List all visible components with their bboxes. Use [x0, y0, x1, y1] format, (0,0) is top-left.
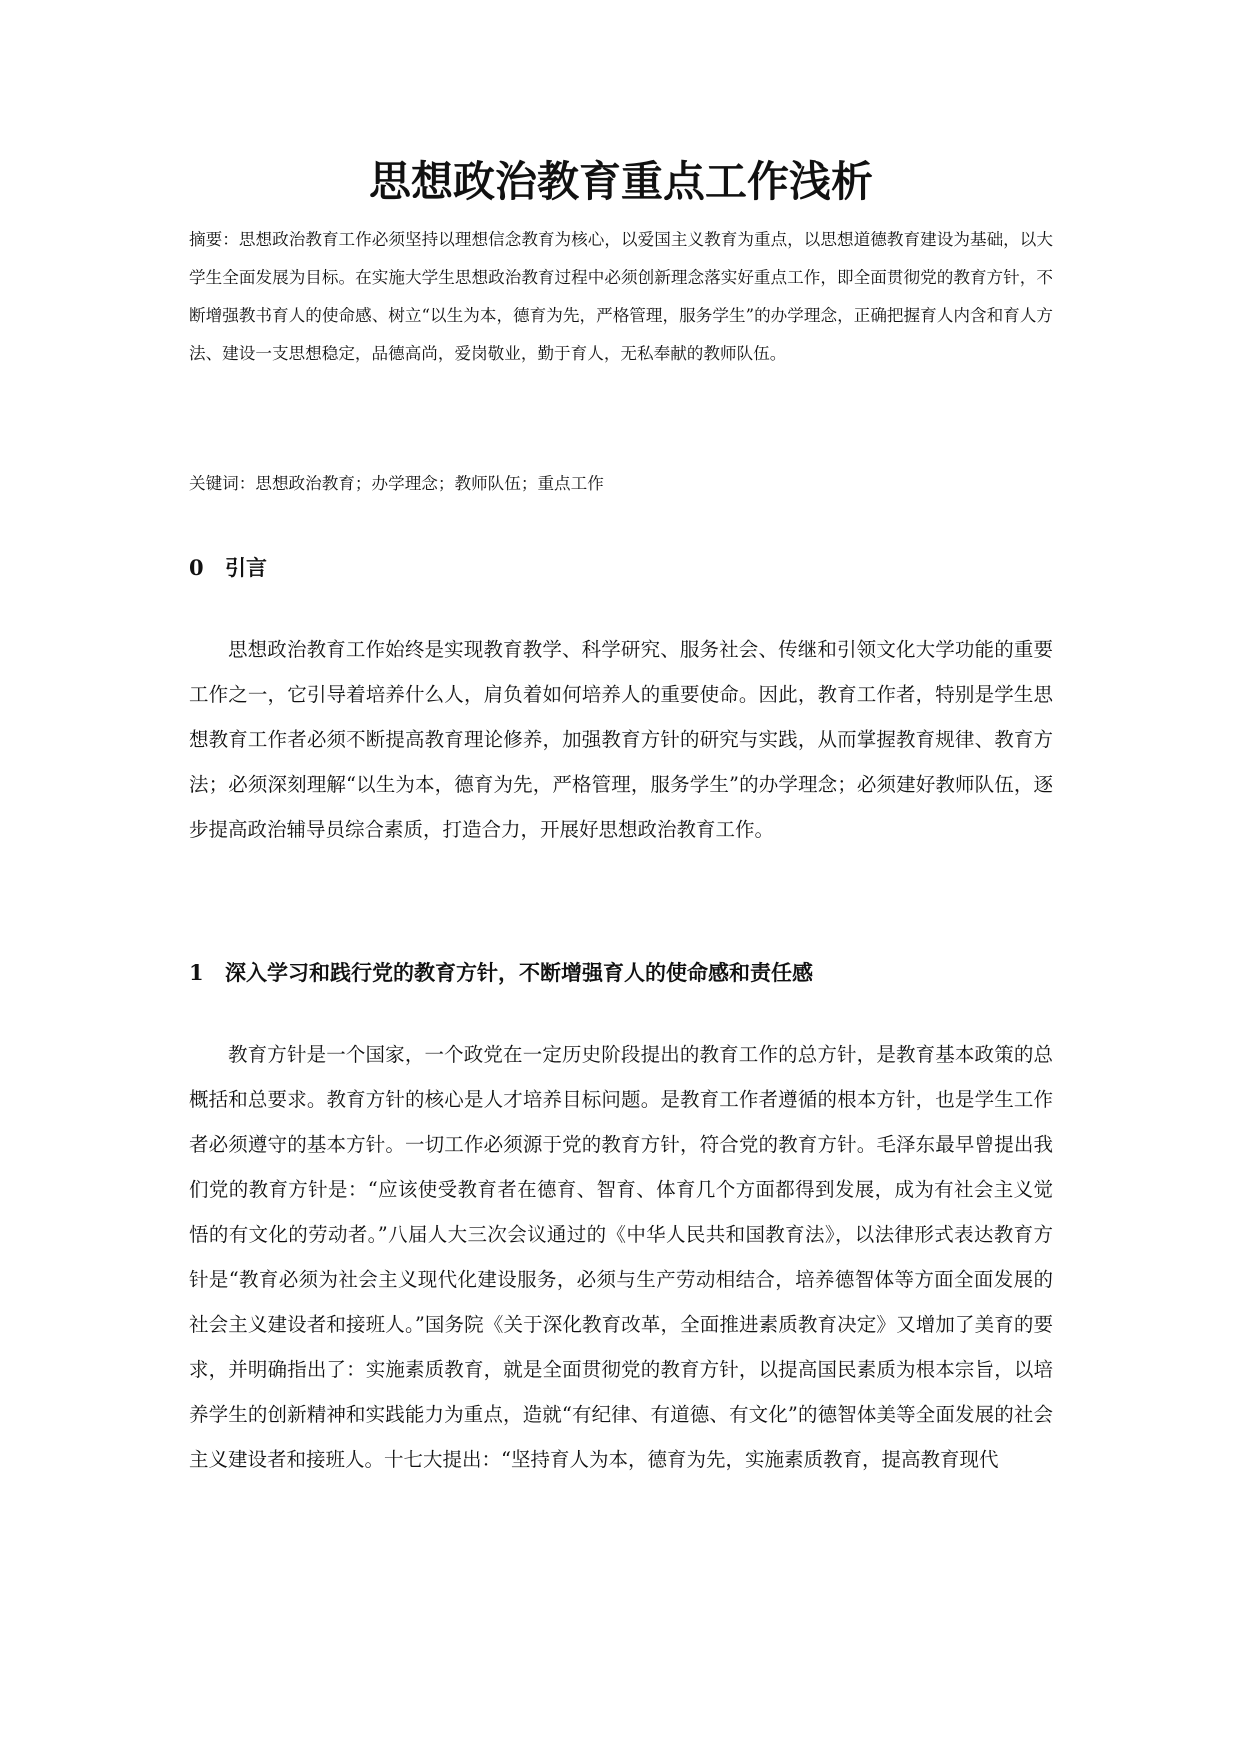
- section-title: 引言: [225, 556, 267, 580]
- section-number: 1: [189, 960, 204, 985]
- section-number: 0: [189, 555, 204, 580]
- abstract-label: 摘要：: [189, 230, 239, 249]
- paper-title: 思想政治教育重点工作浅析: [368, 157, 873, 206]
- abstract-text: 思想政治教育工作必须坚持以理想信念教育为核心，以爱国主义教育为重点，以思想道德教育建设为基础，以大学生全面发展为目标。在实施大学生思想政治教育过程中必须创新理念落实好重点工作，即全面贯彻党的教育方针，不断增强教书育人的使命感、树立“以生为本，德育为先，严格管理，服务学生”的办学理念，正确把握育人内含和育人方法、建设一支思想稳定，品德高尚，爱岗敬业，勤于育人，无私奉献的教师队伍。: [189, 230, 1054, 363]
- section-heading-education-policy: [189, 953, 1053, 993]
- keywords: [189, 465, 1053, 503]
- section-paragraph: 教育方针是一个国家，一个政党在一定历史阶段提出的教育工作的总方针，是教育基本政策的总概括和总要求。教育方针的核心是人才培养目标问题。是教育工作者遵循的根本方针，也是学生工作者必须遵守的基本方针。一切工作必须源于党的教育方针，符合党的教育方针。毛泽东最早曾提出我们党的教育方针是：“应该使受教育者在德育、智育、体育几个方面都得到发展，成为有社会主义觉悟的有文化的劳动者。”八届人大三次会议通过的《中华人民共和国教育法》，以法律形式表达教育方针是“教育必须为社会主义现代化建设服务，必须与生产劳动相结合，培养德智体等方面全面发展的社会主义建设者和接班人。”国务院《关于深化教育改革，全面推进素质教育决定》又增加了美育的要求，并明确指出了：实施素质教育，就是全面贯彻党的教育方针，以提高国民素质为根本宗旨，以培养学生的创新精神和实践能力为重点，造就“有纪律、有道德、有文化”的德智体美等全面发展的社会主义建设者和接班人。十七大提出：“坚持育人为本，德育为先，实施素质教育，提高教育现代: [189, 1043, 1053, 1471]
- section-title: 深入学习和践行党的教育方针，不断增强育人的使命感和责任感: [225, 961, 813, 985]
- section-paragraph: 思想政治教育工作始终是实现教育教学、科学研究、服务社会、传继和引领文化大学功能的重要工作之一，它引导着培养什么人，肩负着如何培养人的重要使命。因此，教育工作者，特别是学生思想教育工作者必须不断提高教育理论修养，加强教育方针的研究与实践，从而掌握教育规律、教育方法；必须深刻理解“以生为本，德育为先，严格管理，服务学生”的办学理念；必须建好教师队伍，逐步提高政治辅导员综合素质，打造合力，开展好思想政治教育工作。: [189, 638, 1053, 841]
- abstract: [189, 221, 1053, 373]
- document-page: [189, 0, 1053, 1754]
- keywords-label: 关键词：: [189, 474, 256, 493]
- section-heading-introduction: [189, 548, 1053, 588]
- keywords-text: 思想政治教育；办学理念；教师队伍；重点工作: [255, 474, 604, 493]
